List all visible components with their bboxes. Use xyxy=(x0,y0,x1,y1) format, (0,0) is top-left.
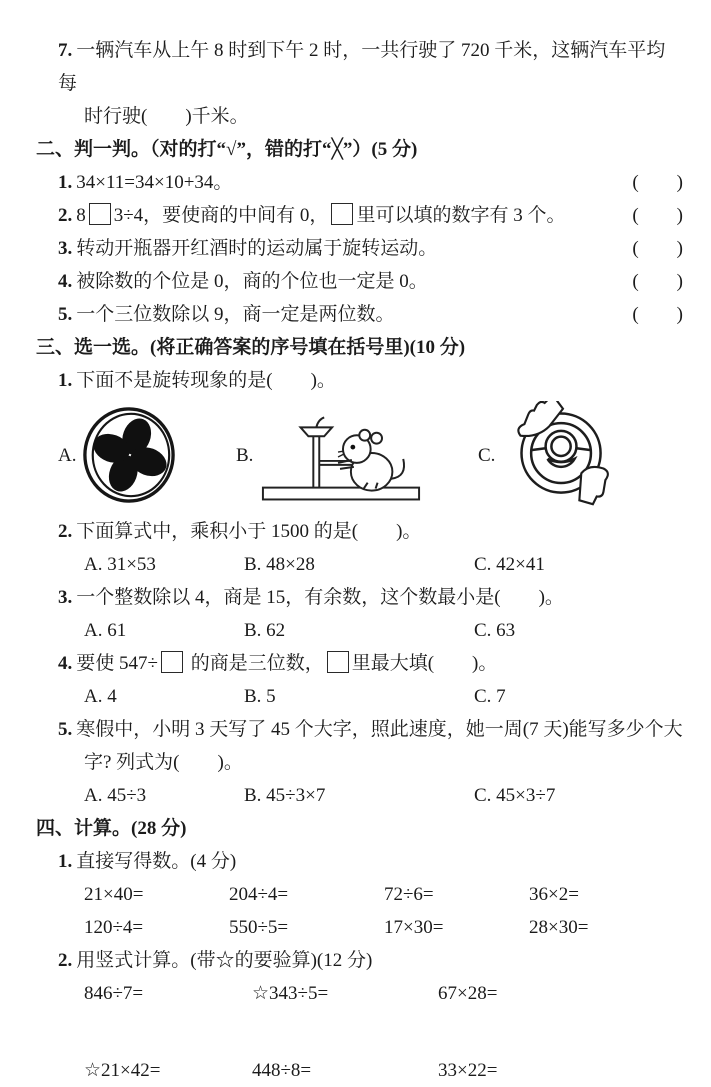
option-b: B. 5 xyxy=(244,686,276,707)
section-note: (28 分) xyxy=(131,818,187,839)
question-text: 用竖式计算。(带☆的要验算)(12 分) xyxy=(76,950,373,971)
section-3-header xyxy=(36,331,683,364)
judge-item-3 xyxy=(36,232,683,265)
choice-4-options xyxy=(36,680,683,713)
choice-1-figures xyxy=(36,401,683,505)
question-number: 5. xyxy=(58,719,73,740)
calc-expression: 846÷7= xyxy=(84,983,144,1004)
calc-expression: 448÷8= xyxy=(252,1060,312,1081)
answer-brackets: ( ) xyxy=(632,172,683,193)
figure-label-c: C. xyxy=(478,444,496,466)
question-number: 1. xyxy=(58,172,73,193)
blank-box xyxy=(89,203,111,225)
question-number: 4. xyxy=(58,653,73,674)
question-number: 5. xyxy=(58,304,73,325)
section-2-header xyxy=(36,133,683,166)
calc-expression: 33×22= xyxy=(438,1060,498,1081)
answer-brackets: ( ) xyxy=(632,205,683,226)
calc-expression: 28×30= xyxy=(529,917,589,938)
choice-question-4 xyxy=(36,647,683,680)
figure-option-b xyxy=(236,405,478,505)
option-a: A. 4 xyxy=(84,686,117,707)
question-number: 2. xyxy=(58,950,73,971)
option-b: B. 62 xyxy=(244,620,286,641)
direct-calc-row-1 xyxy=(36,878,683,911)
question-number: 3. xyxy=(58,587,73,608)
question-7 xyxy=(36,34,683,100)
question-text: 34×11=34×10+34。 xyxy=(76,172,233,193)
calc-expression: 72÷6= xyxy=(384,884,434,905)
judge-item-1 xyxy=(36,166,683,199)
question-number: 1. xyxy=(58,851,73,872)
section-title: 三、选一选。 xyxy=(36,337,151,358)
mouse-lever-figure xyxy=(257,405,425,505)
calc-sub-2-title xyxy=(36,944,683,977)
choice-question-2 xyxy=(36,515,683,548)
question-number: 2. xyxy=(58,205,73,226)
question-text: 一个三位数除以 9，商一定是两位数。 xyxy=(76,304,395,325)
answer-brackets: ( ) xyxy=(632,238,683,259)
calc-expression: 204÷4= xyxy=(229,884,289,905)
choice-2-options xyxy=(36,548,683,581)
direct-calc-row-2 xyxy=(36,911,683,944)
judge-item-4 xyxy=(36,265,683,298)
answer-brackets: ( ) xyxy=(632,304,683,325)
blank-box xyxy=(331,203,353,225)
option-c: C. 45×3÷7 xyxy=(474,785,556,806)
question-text: 直接写得数。(4 分) xyxy=(76,851,237,872)
blank-box xyxy=(327,651,349,673)
option-a: A. 31×53 xyxy=(84,554,156,575)
choice-question-3 xyxy=(36,581,683,614)
vertical-calc-row-2 xyxy=(36,1054,683,1087)
choice-5-options xyxy=(36,779,683,812)
question-text: 寒假中，小明 3 天写了 45 个大字，照此速度，她一周(7 天)能写多少个大 xyxy=(76,719,683,740)
figure-option-a xyxy=(58,406,236,504)
calc-expression: ☆21×42= xyxy=(84,1060,161,1081)
calc-expression: 21×40= xyxy=(84,884,144,905)
blank-box xyxy=(161,651,183,673)
option-b: B. 45÷3×7 xyxy=(244,785,326,806)
section-note: (将正确答案的序号填在括号里)(10 分) xyxy=(150,337,466,358)
option-a: A. 45÷3 xyxy=(84,785,147,806)
calc-expression: 36×2= xyxy=(529,884,579,905)
option-b: B. 48×28 xyxy=(244,554,315,575)
section-title: 二、判一判。 xyxy=(36,139,151,160)
question-text: 一辆汽车从上午 8 时到下午 2 时，一共行驶了 720 千米，这辆汽车平均每 xyxy=(58,40,666,94)
choice-question-5-continuation: 字? 列式为( )。 xyxy=(84,752,243,773)
section-4-header xyxy=(36,812,683,845)
judge-item-5 xyxy=(36,298,683,331)
section-title: 四、计算。 xyxy=(36,818,132,839)
option-a: A. 61 xyxy=(84,620,127,641)
question-text: 转动开瓶器开红酒时的运动属于旋转运动。 xyxy=(76,238,438,259)
question-number: 2. xyxy=(58,521,73,542)
judge-item-2 xyxy=(36,199,683,232)
question-number: 3. xyxy=(58,238,73,259)
option-c: C. 7 xyxy=(474,686,506,707)
calc-expression: ☆343÷5= xyxy=(252,983,329,1004)
vertical-calc-row-1 xyxy=(36,977,683,1010)
figure-option-c xyxy=(478,401,683,509)
option-c: C. 42×41 xyxy=(474,554,545,575)
calc-expression: 17×30= xyxy=(384,917,444,938)
calc-expression: 67×28= xyxy=(438,983,498,1004)
question-text: 下面算式中，乘积小于 1500 的是( )。 xyxy=(76,521,422,542)
question-7-continuation: 时行驶( )千米。 xyxy=(84,106,249,127)
question-text: 8 3÷4，要使商的中间有 0， 里可以填的数字有 3 个。 xyxy=(76,205,566,226)
choice-question-1 xyxy=(36,364,683,397)
figure-label-a: A. xyxy=(58,444,77,466)
question-text: 下面不是旋转现象的是( )。 xyxy=(76,370,336,391)
question-text: 被除数的个位是 0，商的个位也一定是 0。 xyxy=(76,271,428,292)
question-text: 要使 547÷ 的商是三位数， 里最大填( )。 xyxy=(76,653,498,674)
choice-3-options xyxy=(36,614,683,647)
calc-expression: 120÷4= xyxy=(84,917,144,938)
question-number: 7. xyxy=(58,40,73,61)
fan-icon xyxy=(80,406,178,504)
question-text: 一个整数除以 4，商是 15，有余数，这个数最小是( )。 xyxy=(76,587,564,608)
question-number: 4. xyxy=(58,271,73,292)
steering-wheel-icon xyxy=(499,401,625,509)
choice-question-5 xyxy=(36,713,683,746)
section-note: （对的打“√”，错的打“╳”）(5 分) xyxy=(150,139,418,160)
answer-brackets: ( ) xyxy=(632,271,683,292)
option-c: C. 63 xyxy=(474,620,516,641)
question-number: 1. xyxy=(58,370,73,391)
calc-sub-1-title xyxy=(36,845,683,878)
calc-expression: 550÷5= xyxy=(229,917,289,938)
figure-label-b: B. xyxy=(236,444,254,466)
